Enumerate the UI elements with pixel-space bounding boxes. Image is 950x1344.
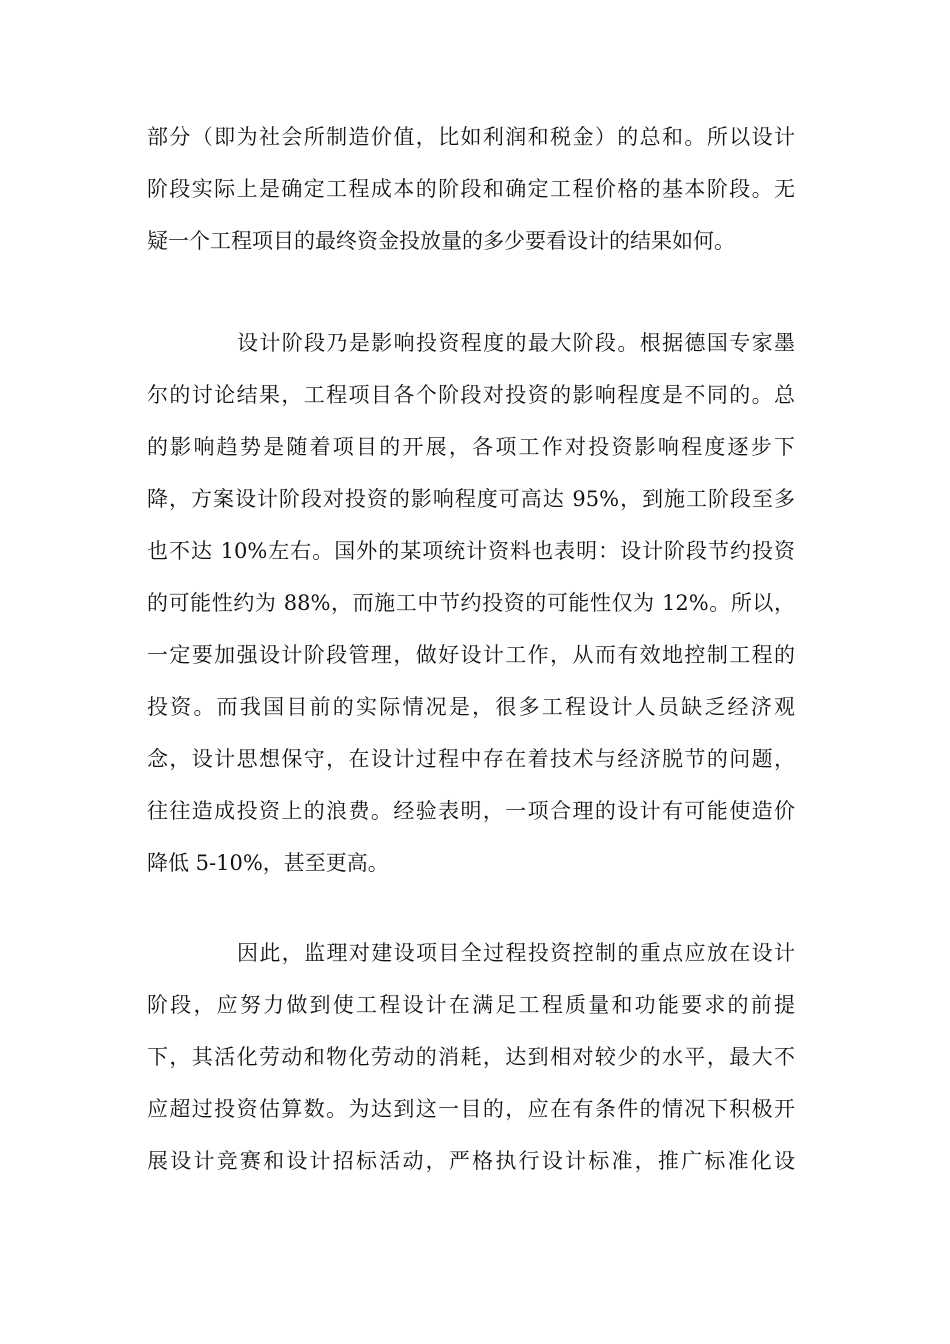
paragraph-3-line-3: 下，其活化劳动和物化劳动的消耗，达到相对较少的水平，最大不: [147, 1045, 795, 1069]
paragraph-2-line-9: 念，设计思想保守，在设计过程中存在着技术与经济脱节的问题，: [147, 747, 795, 771]
paragraph-2-line-11: 降低 5-10%，甚至更高。: [147, 851, 389, 875]
paragraph-1-line-2: 阶段实际上是确定工程成本的阶段和确定工程价格的基本阶段。无: [147, 177, 795, 201]
paragraph-1-line-3: 疑一个工程项目的最终资金投放量的多少要看设计的结果如何。: [147, 229, 735, 253]
paragraph-3-line-2: 阶段，应努力做到使工程设计在满足工程质量和功能要求的前提: [147, 993, 795, 1017]
paragraph-2-line-10: 往往造成投资上的浪费。经验表明，一项合理的设计有可能使造价: [147, 799, 795, 823]
paragraph-1-line-1: 部分（即为社会所制造价值，比如利润和税金）的总和。所以设计: [147, 125, 795, 149]
paragraph-2-line-8: 投资。而我国目前的实际情况是，很多工程设计人员缺乏经济观: [147, 695, 795, 719]
paragraph-3-line-1: 因此，监理对建设项目全过程投资控制的重点应放在设计: [237, 941, 795, 965]
paragraph-2-line-7: 一定要加强设计阶段管理，做好设计工作，从而有效地控制工程的: [147, 643, 795, 667]
paragraph-2-line-5: 也不达 10%左右。国外的某项统计资料也表明：设计阶段节约投资: [147, 539, 795, 563]
paragraph-3-line-5: 展设计竞赛和设计招标活动，严格执行设计标准，推广标准化设: [147, 1149, 795, 1173]
paragraph-2-line-6: 的可能性约为 88%，而施工中节约投资的可能性仅为 12%。所以，: [147, 591, 795, 615]
paragraph-2-line-2: 尔的讨论结果，工程项目各个阶段对投资的影响程度是不同的。总: [147, 383, 795, 407]
paragraph-2-line-4: 降，方案设计阶段对投资的影响程度可高达 95%，到施工阶段至多: [147, 487, 795, 511]
paragraph-2-line-3: 的影响趋势是随着项目的开展，各项工作对投资影响程度逐步下: [147, 435, 795, 459]
paragraph-3-line-4: 应超过投资估算数。为达到这一目的，应在有条件的情况下积极开: [147, 1097, 795, 1121]
paragraph-2-line-1: 设计阶段乃是影响投资程度的最大阶段。根据德国专家墨: [237, 331, 795, 355]
